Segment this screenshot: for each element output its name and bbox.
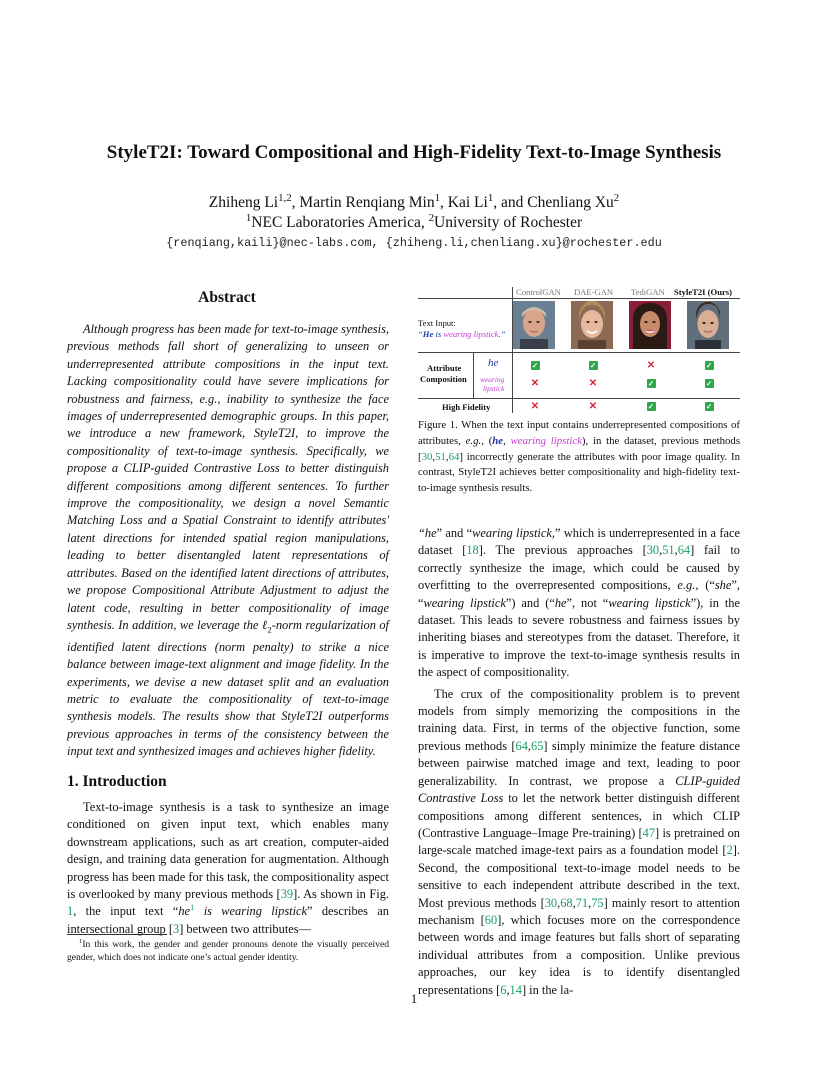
citation-link[interactable]: 71 bbox=[575, 895, 589, 910]
math-ell: ℓ bbox=[261, 617, 268, 632]
citation-link[interactable]: 65 bbox=[531, 738, 544, 753]
body-text: , bbox=[659, 543, 663, 558]
caption-text: ] incorrectly generate the attributes with poor image quality. In contrast, StyleT2I achieves better compositionality and high-fidelity text-to-image synthesis results. bbox=[418, 450, 740, 495]
figure-rule bbox=[418, 398, 740, 399]
body-paragraph bbox=[418, 525, 740, 682]
caption-text: , bbox=[432, 450, 436, 463]
figure-divider bbox=[473, 352, 474, 398]
method-header: DAE-GAN bbox=[574, 287, 614, 297]
intro-body bbox=[67, 799, 389, 938]
author-affil-sup: 1,2 bbox=[278, 191, 292, 204]
intro-text: , the input text “ bbox=[73, 904, 179, 919]
face-thumbnail bbox=[687, 301, 729, 349]
author-name: , and Chenliang Xu bbox=[493, 194, 614, 211]
abstract-body bbox=[67, 321, 389, 761]
body-text: ] fail to correctly synthesize the image, which could be caused by overfitting to the overrepresented compositions, bbox=[418, 543, 740, 593]
text-input-value bbox=[418, 329, 505, 339]
body-text: ”), in the dataset. This leads to severe robustness and fairness issues by inheriting biases and stereotypes from the dataset. Therefore, it is imperative to improve the text-to-image synthesis results in the aspect of compositionality. bbox=[418, 595, 740, 680]
cross-icon: ✕ bbox=[530, 401, 540, 412]
check-icon: ✓ bbox=[647, 402, 655, 411]
body-emph: “he bbox=[418, 526, 437, 540]
footnote bbox=[67, 938, 389, 964]
text-input-he: He bbox=[422, 329, 434, 339]
affiliation: University of Rochester bbox=[434, 214, 583, 231]
text-input-is: is bbox=[433, 329, 444, 339]
intro-heading: 1. Introduction bbox=[67, 773, 167, 790]
citation-link[interactable]: 18 bbox=[466, 543, 479, 558]
body-text: ”) and (“ bbox=[505, 595, 555, 610]
face-thumbnail bbox=[571, 301, 613, 349]
authors-line bbox=[0, 193, 828, 213]
citation-link[interactable]: 64 bbox=[677, 543, 691, 558]
row-label-fidelity: High Fidelity bbox=[442, 402, 491, 412]
author-affil-sup: 2 bbox=[613, 191, 620, 204]
row-label-lipstick-1: wearing bbox=[480, 375, 505, 384]
intro-paragraph bbox=[67, 799, 389, 938]
citation-link[interactable]: 51 bbox=[662, 543, 675, 558]
page-number: 1 bbox=[410, 991, 418, 1006]
figure-1 bbox=[418, 287, 740, 413]
abstract-heading: Abstract bbox=[198, 289, 256, 306]
figure-caption bbox=[418, 418, 740, 497]
body-text: ]. The previous approaches [ bbox=[478, 543, 647, 558]
footnote-link[interactable]: 1 bbox=[190, 902, 195, 913]
figure-link[interactable]: 1 bbox=[67, 904, 74, 919]
body-emph: he bbox=[554, 595, 567, 610]
face-thumbnail bbox=[513, 301, 555, 349]
body-text: ] in the la- bbox=[521, 982, 574, 997]
citation-link[interactable]: 30 bbox=[421, 450, 433, 463]
intro-text: ] between two attributes— bbox=[179, 921, 311, 936]
body-text: , bbox=[527, 738, 532, 753]
caption-text: , bbox=[503, 434, 511, 447]
body-text: , bbox=[572, 895, 576, 910]
body-emph: wearing lipstick bbox=[423, 595, 506, 610]
body-text: ]. Second, the compositional text-to-image model needs to be sensitive to each independent attribute described in the text. Most previous methods [ bbox=[418, 843, 740, 910]
author-name: Zhiheng Li bbox=[208, 194, 279, 211]
check-icon: ✓ bbox=[705, 402, 713, 411]
figure-rule bbox=[418, 352, 740, 353]
intro-emph: is wearing lipstick bbox=[194, 904, 308, 919]
body-text: ,” which is underrepresented in a face dataset [ bbox=[418, 526, 740, 558]
body-text: , bbox=[557, 895, 561, 910]
text-input-quote: .” bbox=[498, 329, 506, 339]
method-header: StyleT2I (Ours) bbox=[674, 287, 733, 297]
figure-rule bbox=[418, 298, 740, 299]
body-text: to let the network better distinguish different compositions among different sentences, in which CLIP (Contrastive Language–Image Pre-training) [ bbox=[418, 791, 740, 840]
caption-text: , bbox=[445, 450, 449, 463]
check-icon: ✓ bbox=[705, 379, 713, 388]
citation-link[interactable]: 64 bbox=[448, 450, 460, 463]
text-input-lipstick: wearing lipstick bbox=[443, 329, 499, 339]
affil-sup: 1 bbox=[245, 211, 252, 224]
affiliation: NEC Laboratories America, bbox=[251, 214, 429, 231]
caption-he: he bbox=[492, 434, 504, 447]
caption-text: Figure 1. When the text input contains underrepresented compositions of attributes, bbox=[418, 419, 740, 447]
row-label-lipstick-2: lipstick bbox=[483, 384, 505, 393]
face-thumbnail bbox=[629, 301, 671, 349]
caption-lipstick: wearing lipstick bbox=[510, 434, 582, 447]
caption-text: ), in the dataset, previous methods [ bbox=[418, 434, 741, 463]
body-text: ”, not “ bbox=[566, 595, 609, 610]
body-emph: CLIP-guided Contrastive Loss bbox=[418, 773, 740, 806]
affiliations-line bbox=[0, 213, 828, 233]
cross-icon: ✕ bbox=[530, 378, 540, 389]
body-text: , bbox=[674, 543, 678, 558]
method-header: ControlGAN bbox=[516, 287, 561, 297]
author-name: , Martin Renqiang Min bbox=[291, 194, 435, 211]
row-label-lipstick bbox=[480, 375, 504, 393]
body-text: , bbox=[506, 982, 510, 997]
footnote-mark: 1 bbox=[79, 937, 83, 945]
abstract-text: -norm regularization of identified latent directions (norm penalty) to strike a nice balance between image-text alignment and image fidelity. In the experiments, we devise a new dataset split and an evaluation metric to evaluate the compositionality of text-to-image synthesis models. The results show that StyleT2I outperforms previous approaches in terms of the consistency between the input text and synthesized images and achieves higher fidelity. bbox=[67, 617, 390, 759]
body-text: The crux of the compositionality problem is to prevent models from simply memorizing the compositions in the training data. First, in terms of the objective function, some previous methods [ bbox=[418, 686, 740, 753]
intro-text: ]. As shown in Fig. bbox=[293, 887, 389, 902]
affil-sup: 2 bbox=[428, 211, 435, 224]
citation-link[interactable]: 51 bbox=[435, 450, 446, 463]
citation-link[interactable]: 47 bbox=[642, 825, 656, 840]
citation-link[interactable]: 2 bbox=[726, 843, 733, 858]
check-icon: ✓ bbox=[531, 361, 539, 370]
citation-link[interactable]: 68 bbox=[560, 895, 573, 910]
body-emph: wearing lipstick bbox=[472, 526, 552, 540]
body-text: , (“ bbox=[695, 578, 715, 593]
check-icon: ✓ bbox=[647, 379, 655, 388]
abstract-paragraph bbox=[67, 321, 389, 761]
citation-link[interactable]: 60 bbox=[484, 912, 498, 927]
right-column-body bbox=[418, 525, 740, 999]
text-input-label: Text Input: bbox=[418, 318, 456, 328]
text-input-quote: “ bbox=[418, 329, 423, 339]
citation-link[interactable]: 6 bbox=[500, 982, 507, 997]
author-list bbox=[0, 193, 828, 233]
caption-emph: e.g. bbox=[465, 434, 482, 447]
body-text: ] is pretrained on large-scale matched image-text pairs as a foundation model [ bbox=[418, 825, 741, 858]
body-text: ”, “ bbox=[418, 578, 740, 610]
cross-icon: ✕ bbox=[588, 378, 598, 389]
abstract-text: Although progress has been made for text-to-image synthesis, previous methods fall short of generalizing to unseen or underrepresented attribute compositions in the input text. Lacking compositionality could have severe implications for robustness and fairness, e.g., inability to synthesize the face images of underrepresented demographic groups. In this paper, we introduce a new framework, StyleT2I, to improve the compositionality of text-to-image synthesis. Specifically, we propose a CLIP-guided Contrastive Loss to better distinguish different compositions among different sentences. To further improve the compositionality, we design a novel Semantic Matching Loss and a Spatial Constraint to identify attributes' latent directions for intended spatial region manipulations, leading to better disentangled latent representations of attributes. Based on the identified latent directions of attributes, we propose Compositional Attribute Adjustment to adjust the latent code, resulting in better compositionality of image synthesis. In addition, we leverage the bbox=[67, 322, 389, 632]
row-group-label: Attribute bbox=[427, 363, 462, 373]
intro-text: Text-to-image synthesis is a task to synthesize an image conditioned on given input text, which enables many downstream applications, such as art creation, computer-aided design, and training data generation for augmentation. Although progress has been made for this task, the compositionality aspect is overlooked by many previous methods [ bbox=[67, 800, 389, 902]
body-text: ] simply minimize the feature distance between pairwise matched image and text, leading to poor generalizability. In contrast, we propose a bbox=[418, 738, 740, 788]
author-emails: {renqiang,kaili}@nec-labs.com, {zhiheng.li,chenliang.xu}@rochester.edu bbox=[166, 236, 662, 250]
cross-icon: ✕ bbox=[588, 401, 598, 412]
intro-text: ” describes an intersectional group [ bbox=[67, 904, 389, 936]
citation-link[interactable]: 30 bbox=[544, 895, 558, 910]
body-emph: wearing lipstick bbox=[608, 595, 691, 610]
row-group-label: Composition bbox=[420, 374, 467, 384]
intro-emph: he bbox=[178, 904, 191, 919]
footnote-text: In this work, the gender and gender pronouns denote the visually perceived gender, which does not indicate one’s actual gender identity. bbox=[67, 939, 389, 963]
citation-link[interactable]: 30 bbox=[646, 543, 660, 558]
method-header: TediGAN bbox=[631, 287, 665, 297]
body-text: ] mainly resort to attention mechanism [ bbox=[418, 895, 740, 927]
citation-link[interactable]: 3 bbox=[172, 921, 180, 936]
row-label-he: he bbox=[488, 357, 499, 369]
paper-title: StyleT2I: Toward Compositional and High-Fidelity Text-to-Image Synthesis bbox=[106, 142, 722, 163]
author-affil-sup: 1 bbox=[434, 191, 441, 204]
body-text: ], which focuses more on the correspondence between words and image features but falls short of separating individual attributes from a composition. Unlike previous approaches, our key idea is to identify disentangled representations [ bbox=[418, 912, 740, 997]
body-emph: she bbox=[714, 578, 732, 593]
body-emph: e.g. bbox=[677, 578, 696, 593]
caption-text: , ( bbox=[481, 434, 493, 447]
body-text: ” and “ bbox=[436, 526, 473, 540]
cross-icon: ✕ bbox=[646, 360, 656, 371]
citation-link[interactable]: 39 bbox=[280, 887, 294, 902]
check-icon: ✓ bbox=[589, 361, 597, 370]
author-name: , Kai Li bbox=[440, 194, 488, 211]
citation-link[interactable]: 64 bbox=[515, 738, 528, 753]
body-paragraph bbox=[418, 686, 740, 999]
author-affil-sup: 1 bbox=[487, 191, 494, 204]
body-text: , bbox=[588, 895, 592, 910]
check-icon: ✓ bbox=[705, 361, 713, 370]
citation-link[interactable]: 75 bbox=[591, 895, 604, 910]
footnote-rule bbox=[67, 934, 167, 935]
citation-link[interactable]: 14 bbox=[509, 982, 522, 997]
math-subscript: 2 bbox=[267, 624, 272, 635]
